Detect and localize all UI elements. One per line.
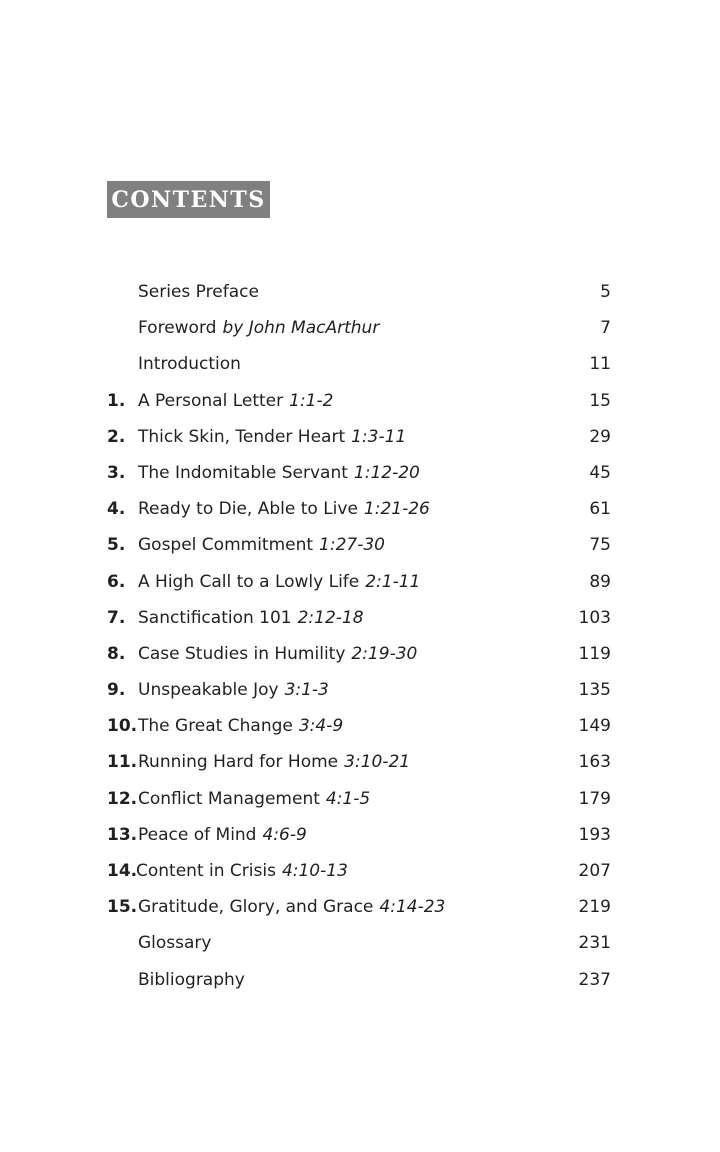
entry-page: 219 [578, 897, 611, 918]
toc-entry[interactable] [107, 925, 611, 961]
entry-title: A High Call to a Lowly Life [138, 571, 360, 592]
toc-entry[interactable] [107, 455, 611, 491]
entry-label [138, 708, 343, 744]
entry-page: 15 [589, 390, 611, 411]
entry-reference: 1:12-20 [353, 462, 420, 483]
entry-reference: 2:12-18 [297, 607, 364, 628]
entry-label [138, 419, 406, 455]
entry-page: 179 [578, 788, 611, 809]
entry-label [138, 564, 420, 600]
entry-page: 75 [589, 535, 611, 556]
entry-title: Running Hard for Home [138, 752, 339, 773]
entry-label [138, 672, 329, 708]
contents-heading-box [107, 181, 270, 218]
entry-label [138, 455, 420, 491]
entry-reference: 1:21-26 [363, 499, 430, 520]
entry-label [138, 346, 247, 382]
entry-label [138, 925, 217, 961]
entry-number: 12. [107, 788, 138, 809]
entry-reference: 1:1-2 [289, 390, 334, 411]
entry-label [138, 889, 445, 925]
entry-label [138, 744, 410, 780]
entry-page: 149 [578, 716, 611, 737]
toc-entry[interactable] [107, 853, 611, 889]
entry-page: 45 [589, 462, 611, 483]
entry-page: 231 [578, 933, 611, 954]
toc-entry[interactable] [107, 817, 611, 853]
entry-label [136, 853, 348, 889]
entry-reference: 4:1-5 [325, 788, 371, 809]
entry-page: 119 [578, 643, 611, 664]
entry-reference: 4:6-9 [262, 824, 307, 845]
entry-title: Content in Crisis [136, 861, 276, 881]
entry-title: Unspeakable Joy [138, 680, 279, 701]
entry-page: 7 [600, 318, 611, 339]
entry-number: 8. [107, 643, 126, 664]
entry-reference: 2:1-11 [365, 571, 421, 592]
toc-entry[interactable] [107, 708, 611, 744]
entry-page: 135 [578, 680, 611, 701]
toc-entry[interactable] [107, 781, 611, 817]
entry-page: 207 [578, 861, 611, 881]
entry-title: The Great Change [138, 716, 293, 737]
entry-title: Sanctification 101 [138, 607, 292, 628]
entry-page: 193 [578, 824, 611, 845]
entry-number: 3. [107, 462, 126, 483]
entry-number: 6. [107, 571, 126, 592]
entry-title: Bibliography [138, 969, 245, 990]
toc-entry[interactable] [107, 491, 611, 527]
toc-entry[interactable] [107, 564, 611, 600]
entry-title: Ready to Die, Able to Live [138, 499, 358, 520]
entry-reference: 4:10-13 [281, 861, 348, 881]
entry-title: Introduction [138, 354, 241, 375]
entry-title: A Personal Letter [138, 390, 284, 411]
entry-label [138, 491, 430, 527]
toc-entry[interactable] [107, 310, 611, 346]
entry-page: 89 [589, 571, 611, 592]
entry-number: 10. [107, 716, 138, 737]
entry-reference: 2:19-30 [351, 643, 418, 664]
entry-title: Thick Skin, Tender Heart [138, 426, 346, 447]
entry-title: Case Studies in Humility [138, 643, 346, 664]
table-of-contents [107, 274, 611, 998]
contents-heading: CONTENTS [111, 186, 266, 213]
toc-entry[interactable] [107, 889, 611, 925]
entry-title: Series Preface [138, 282, 259, 302]
entry-page: 237 [578, 969, 611, 990]
entry-number: 11. [107, 752, 138, 773]
entry-page: 103 [578, 607, 611, 628]
entry-reference: 1:3-11 [351, 426, 407, 447]
toc-entry[interactable] [107, 636, 611, 672]
entry-number: 2. [107, 426, 126, 447]
entry-title: Glossary [138, 933, 212, 954]
toc-entry[interactable] [107, 600, 611, 636]
entry-number: 5. [107, 535, 126, 556]
entry-label [138, 636, 417, 672]
entry-number: 1. [107, 390, 126, 411]
entry-label [138, 527, 385, 563]
entry-title: Conflict Management [138, 788, 320, 809]
entry-label [138, 962, 251, 998]
entry-label [138, 781, 370, 817]
toc-entry[interactable] [107, 383, 611, 419]
entry-page: 163 [578, 752, 611, 773]
entry-page: 5 [600, 282, 611, 302]
entry-label [138, 817, 307, 853]
entry-title: Gratitude, Glory, and Grace [138, 897, 374, 918]
entry-label [138, 600, 364, 636]
entry-label [138, 310, 379, 346]
entry-number: 7. [107, 607, 126, 628]
entry-title: Gospel Commitment [138, 535, 314, 556]
entry-reference: 4:14-23 [379, 897, 446, 918]
entry-number: 13. [107, 824, 138, 845]
entry-number: 4. [107, 499, 126, 520]
entry-reference: 3:1-3 [284, 680, 329, 701]
toc-entry[interactable] [107, 346, 611, 382]
entry-reference: 3:4-9 [298, 716, 344, 737]
toc-entry[interactable] [107, 419, 611, 455]
entry-reference: by John MacArthur [222, 318, 380, 339]
entry-title: Peace of Mind [138, 824, 257, 845]
toc-entry[interactable] [107, 962, 611, 998]
toc-entry[interactable] [107, 527, 611, 563]
entry-page: 61 [589, 499, 611, 520]
entry-label [138, 383, 333, 419]
entry-title: Foreword [138, 318, 217, 339]
entry-reference: 3:10-21 [344, 752, 411, 773]
toc-entry[interactable] [107, 274, 611, 310]
entry-title: The Indomitable Servant [138, 462, 348, 483]
toc-entry[interactable] [107, 744, 611, 780]
entry-number: 14. [107, 861, 138, 881]
entry-reference: 1:27-30 [319, 535, 385, 556]
toc-entry[interactable] [107, 672, 611, 708]
entry-number: 15. [107, 897, 138, 918]
entry-number: 9. [107, 680, 126, 701]
entry-page: 29 [589, 426, 611, 447]
entry-page: 11 [589, 354, 611, 375]
entry-label [138, 274, 265, 310]
